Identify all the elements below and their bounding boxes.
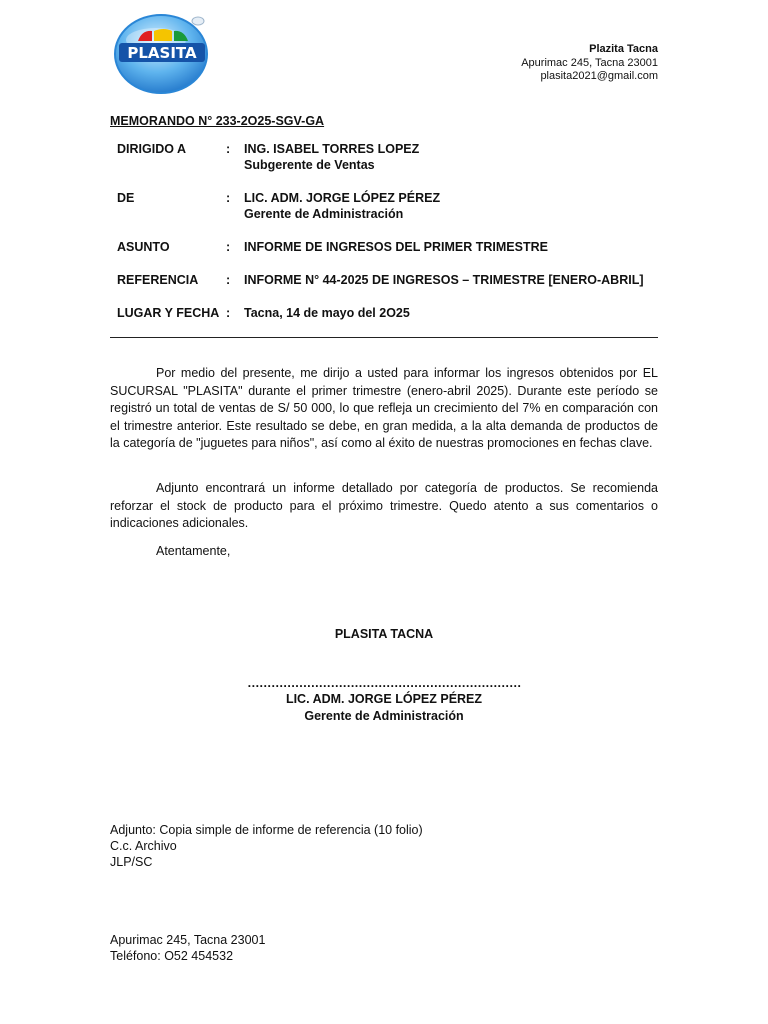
memo-body-2	[110, 480, 658, 533]
body-paragraph: Adjunto encontrará un informe detallado por categoría de productos. Se recomienda reforzar el stock de producto para el próximo trimestre. Quedo atento a sus comentarios o indicaciones adicionales.	[110, 481, 658, 530]
memo-row-colon: :	[226, 306, 231, 320]
memo-row-colon: :	[226, 142, 231, 156]
annex-attachment: Adjunto: Copia simple de informe de referencia (10 folio)	[110, 823, 423, 837]
signature-line: ……………………………………………………………	[247, 676, 521, 690]
header-divider	[110, 337, 658, 338]
company-address: Apurimac 245, Tacna 23001	[521, 56, 658, 69]
memo-row-label: DE	[117, 191, 135, 205]
signature-name: LIC. ADM. JORGE LÓPEZ PÉREZ	[285, 692, 483, 706]
memo-row-value	[244, 190, 440, 222]
footer-block	[110, 932, 265, 964]
company-name: Plazita Tacna	[589, 43, 658, 55]
recipient-position: Subgerente de Ventas	[244, 158, 375, 172]
date-value: Tacna, 14 de mayo del 2O25	[244, 306, 410, 320]
sender-name: LIC. ADM. JORGE LÓPEZ PÉREZ	[244, 191, 441, 205]
memo-title: MEMORANDO N° 233-2O25-SGV-GA	[110, 114, 325, 128]
memo-body	[110, 365, 658, 453]
recipient-name: ING. ISABEL TORRES LOPEZ	[244, 142, 420, 156]
plasita-logo	[112, 10, 212, 96]
body-paragraph: Por medio del presente, me dirijo a usted para informar los ingresos obtenidos por EL SUCURSAL "PLASITA" durante el primer trimestre (enero-abril 2025). Durante este período se registró un total de ventas de S/ 50 000, lo que refleja un crecimiento del 7% en comparación con el trimestre anterior. Este resultado se debe, en gran medida, a la alta demanda de productos de la categoría de "juguetes para niños", así como al éxito de nuestras promociones en fechas clave.	[110, 366, 658, 450]
memo-row-label: REFERENCIA	[117, 273, 199, 287]
annex-cc: C.c. Archivo	[110, 839, 177, 853]
memo-row-label: LUGAR Y FECHA	[117, 306, 220, 320]
memo-row-colon: :	[226, 273, 231, 287]
memo-closing	[110, 543, 658, 561]
footer-phone: Teléfono: O52 454532	[110, 949, 234, 963]
memo-row-colon: :	[226, 240, 231, 254]
memo-row-colon: :	[226, 191, 231, 205]
sender-position: Gerente de Administración	[244, 207, 404, 221]
memo-row-label: DIRIGIDO A	[117, 142, 186, 156]
subject-value: INFORME DE INGRESOS DEL PRIMER TRIMESTRE	[244, 240, 548, 254]
company-info	[521, 43, 658, 84]
footer-address: Apurimac 245, Tacna 23001	[110, 933, 266, 947]
memo-row-label: ASUNTO	[117, 240, 170, 254]
annex-initials: JLP/SC	[110, 855, 153, 869]
logo-text: PLASITA	[127, 44, 197, 62]
plasita-logo-graphic	[112, 10, 212, 96]
closing-text: Atentamente,	[156, 544, 231, 558]
reference-value: INFORME N° 44-2025 DE INGRESOS – TRIMESTRE [ENERO-ABRIL]	[244, 273, 644, 287]
annex-block	[110, 822, 423, 870]
memo-row-value	[244, 141, 419, 173]
signature-position: Gerente de Administración	[304, 709, 464, 723]
company-email: plasita2021@gmail.com	[540, 70, 658, 82]
signature-company: PLASITA TACNA	[334, 627, 434, 641]
